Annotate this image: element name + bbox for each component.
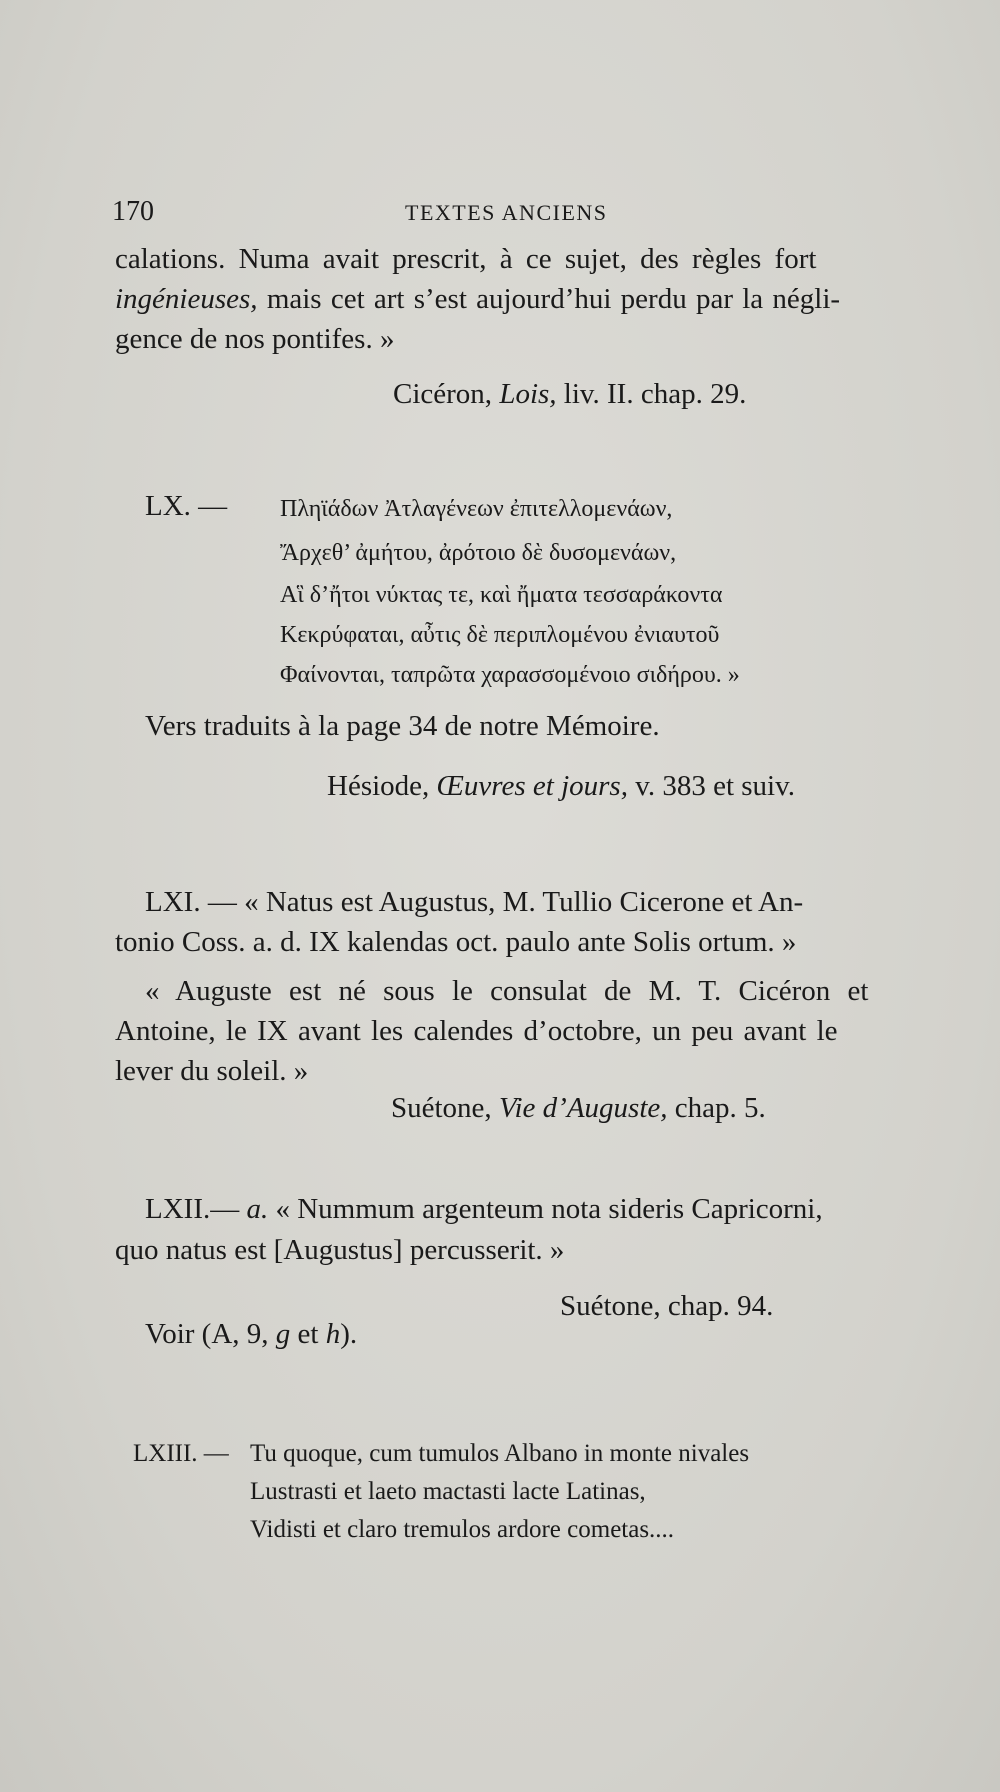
lx-greek-line: Πληϊάδων Ἀτλαγένεων ἐπιτελλομενάων, bbox=[280, 496, 673, 522]
numa-line-1 bbox=[115, 245, 887, 274]
lxii-label-letter: a. bbox=[246, 1193, 269, 1225]
lx-greek-line: Φαίνονται, ταπρῶτα χαρασσομένοιο σιδήρου. » bbox=[280, 662, 740, 688]
lxi-fr-line-3: lever du soleil. » bbox=[115, 1055, 309, 1087]
numa-citation-work: Lois, bbox=[499, 378, 557, 410]
lx-citation bbox=[327, 772, 795, 801]
lxi-fr-line-2: Antoine, le IX avant les calendes d’octobre, un peu avant le bbox=[115, 1015, 838, 1047]
lxi-citation-ref: chap. 5. bbox=[667, 1092, 766, 1124]
running-title: TEXTES ANCIENS bbox=[405, 200, 608, 225]
lxii-line-1-text: « Nummum argenteum nota sideris Capricorni, bbox=[268, 1193, 823, 1225]
lxiii-verse: Lustrasti et laeto mactasti lacte Latinas, bbox=[250, 1478, 646, 1505]
lxii-label: LXII.— bbox=[145, 1193, 247, 1225]
lx-greek-line: Ἄρχεθ’ ἀμήτου, ἀρότοιο δὲ δυσομενάων, bbox=[280, 540, 677, 566]
lx-greek-line: Κεκρύφαται, αὖτις δὲ περιπλομένου ἐνιαυτοῦ bbox=[280, 622, 720, 648]
numa-italic-word: ingénieuses, bbox=[115, 283, 258, 315]
lxi-line-1: LXI. — « Natus est Augustus, M. Tullio Cicerone et An- bbox=[145, 886, 804, 918]
lxi-line-2: tonio Coss. a. d. IX kalendas oct. paulo ante Solis ortum. » bbox=[115, 926, 797, 958]
lxii-voir-g: g bbox=[275, 1318, 291, 1350]
lxii-voir-post: ). bbox=[340, 1318, 358, 1350]
lx-label: LX. — bbox=[145, 490, 228, 522]
lx-translation-note: Vers traduits à la page 34 de notre Mémoire. bbox=[145, 710, 660, 742]
numa-citation-author: Cicéron, bbox=[393, 378, 500, 410]
lxii-voir-mid: et bbox=[290, 1318, 326, 1350]
lxiii-verse: Tu quoque, cum tumulos Albano in monte nivales bbox=[250, 1440, 750, 1467]
lx-greek-line: Αἳ δ’ἤτοι νύκτας τε, καὶ ἤματα τεσσαράκοντα bbox=[280, 582, 723, 608]
lxii-line-2: quo natus est [Augustus] percusserit. » bbox=[115, 1234, 565, 1266]
page-number: 170 bbox=[112, 196, 154, 227]
lxii-voir-pre: Voir (A, 9, bbox=[145, 1318, 276, 1350]
lx-citation-author: Hésiode, bbox=[327, 770, 437, 802]
lxii-citation: Suétone, chap. 94. bbox=[560, 1290, 774, 1322]
lxiii-verse: Vidisti et claro tremulos ardore cometas.... bbox=[250, 1516, 675, 1543]
lx-citation-ref: v. 383 et suiv. bbox=[627, 770, 795, 802]
lxi-citation-work: Vie d’Auguste, bbox=[498, 1092, 668, 1124]
numa-citation bbox=[393, 380, 746, 409]
numa-line-1-text: calations. Numa avait prescrit, à ce sujet, des règles fort bbox=[115, 243, 817, 275]
numa-line-2 bbox=[115, 285, 887, 314]
lxii-voir bbox=[145, 1320, 357, 1349]
lxii-voir-h: h bbox=[325, 1318, 341, 1350]
lx-citation-work: Œuvres et jours, bbox=[436, 770, 628, 802]
lxii-line-1 bbox=[145, 1195, 823, 1224]
lxiii-label: LXIII. — bbox=[133, 1440, 229, 1467]
lxi-citation bbox=[391, 1094, 766, 1123]
numa-line-3: gence de nos pontifes. » bbox=[115, 323, 395, 355]
lxi-fr-line-1: « Auguste est né sous le consulat de M. T. Cicéron et bbox=[145, 975, 869, 1007]
numa-citation-ref: liv. II. chap. 29. bbox=[556, 378, 747, 410]
lxi-citation-author: Suétone, bbox=[391, 1092, 499, 1124]
numa-line-2-text: mais cet art s’est aujourd’hui perdu par la négli- bbox=[257, 283, 841, 315]
